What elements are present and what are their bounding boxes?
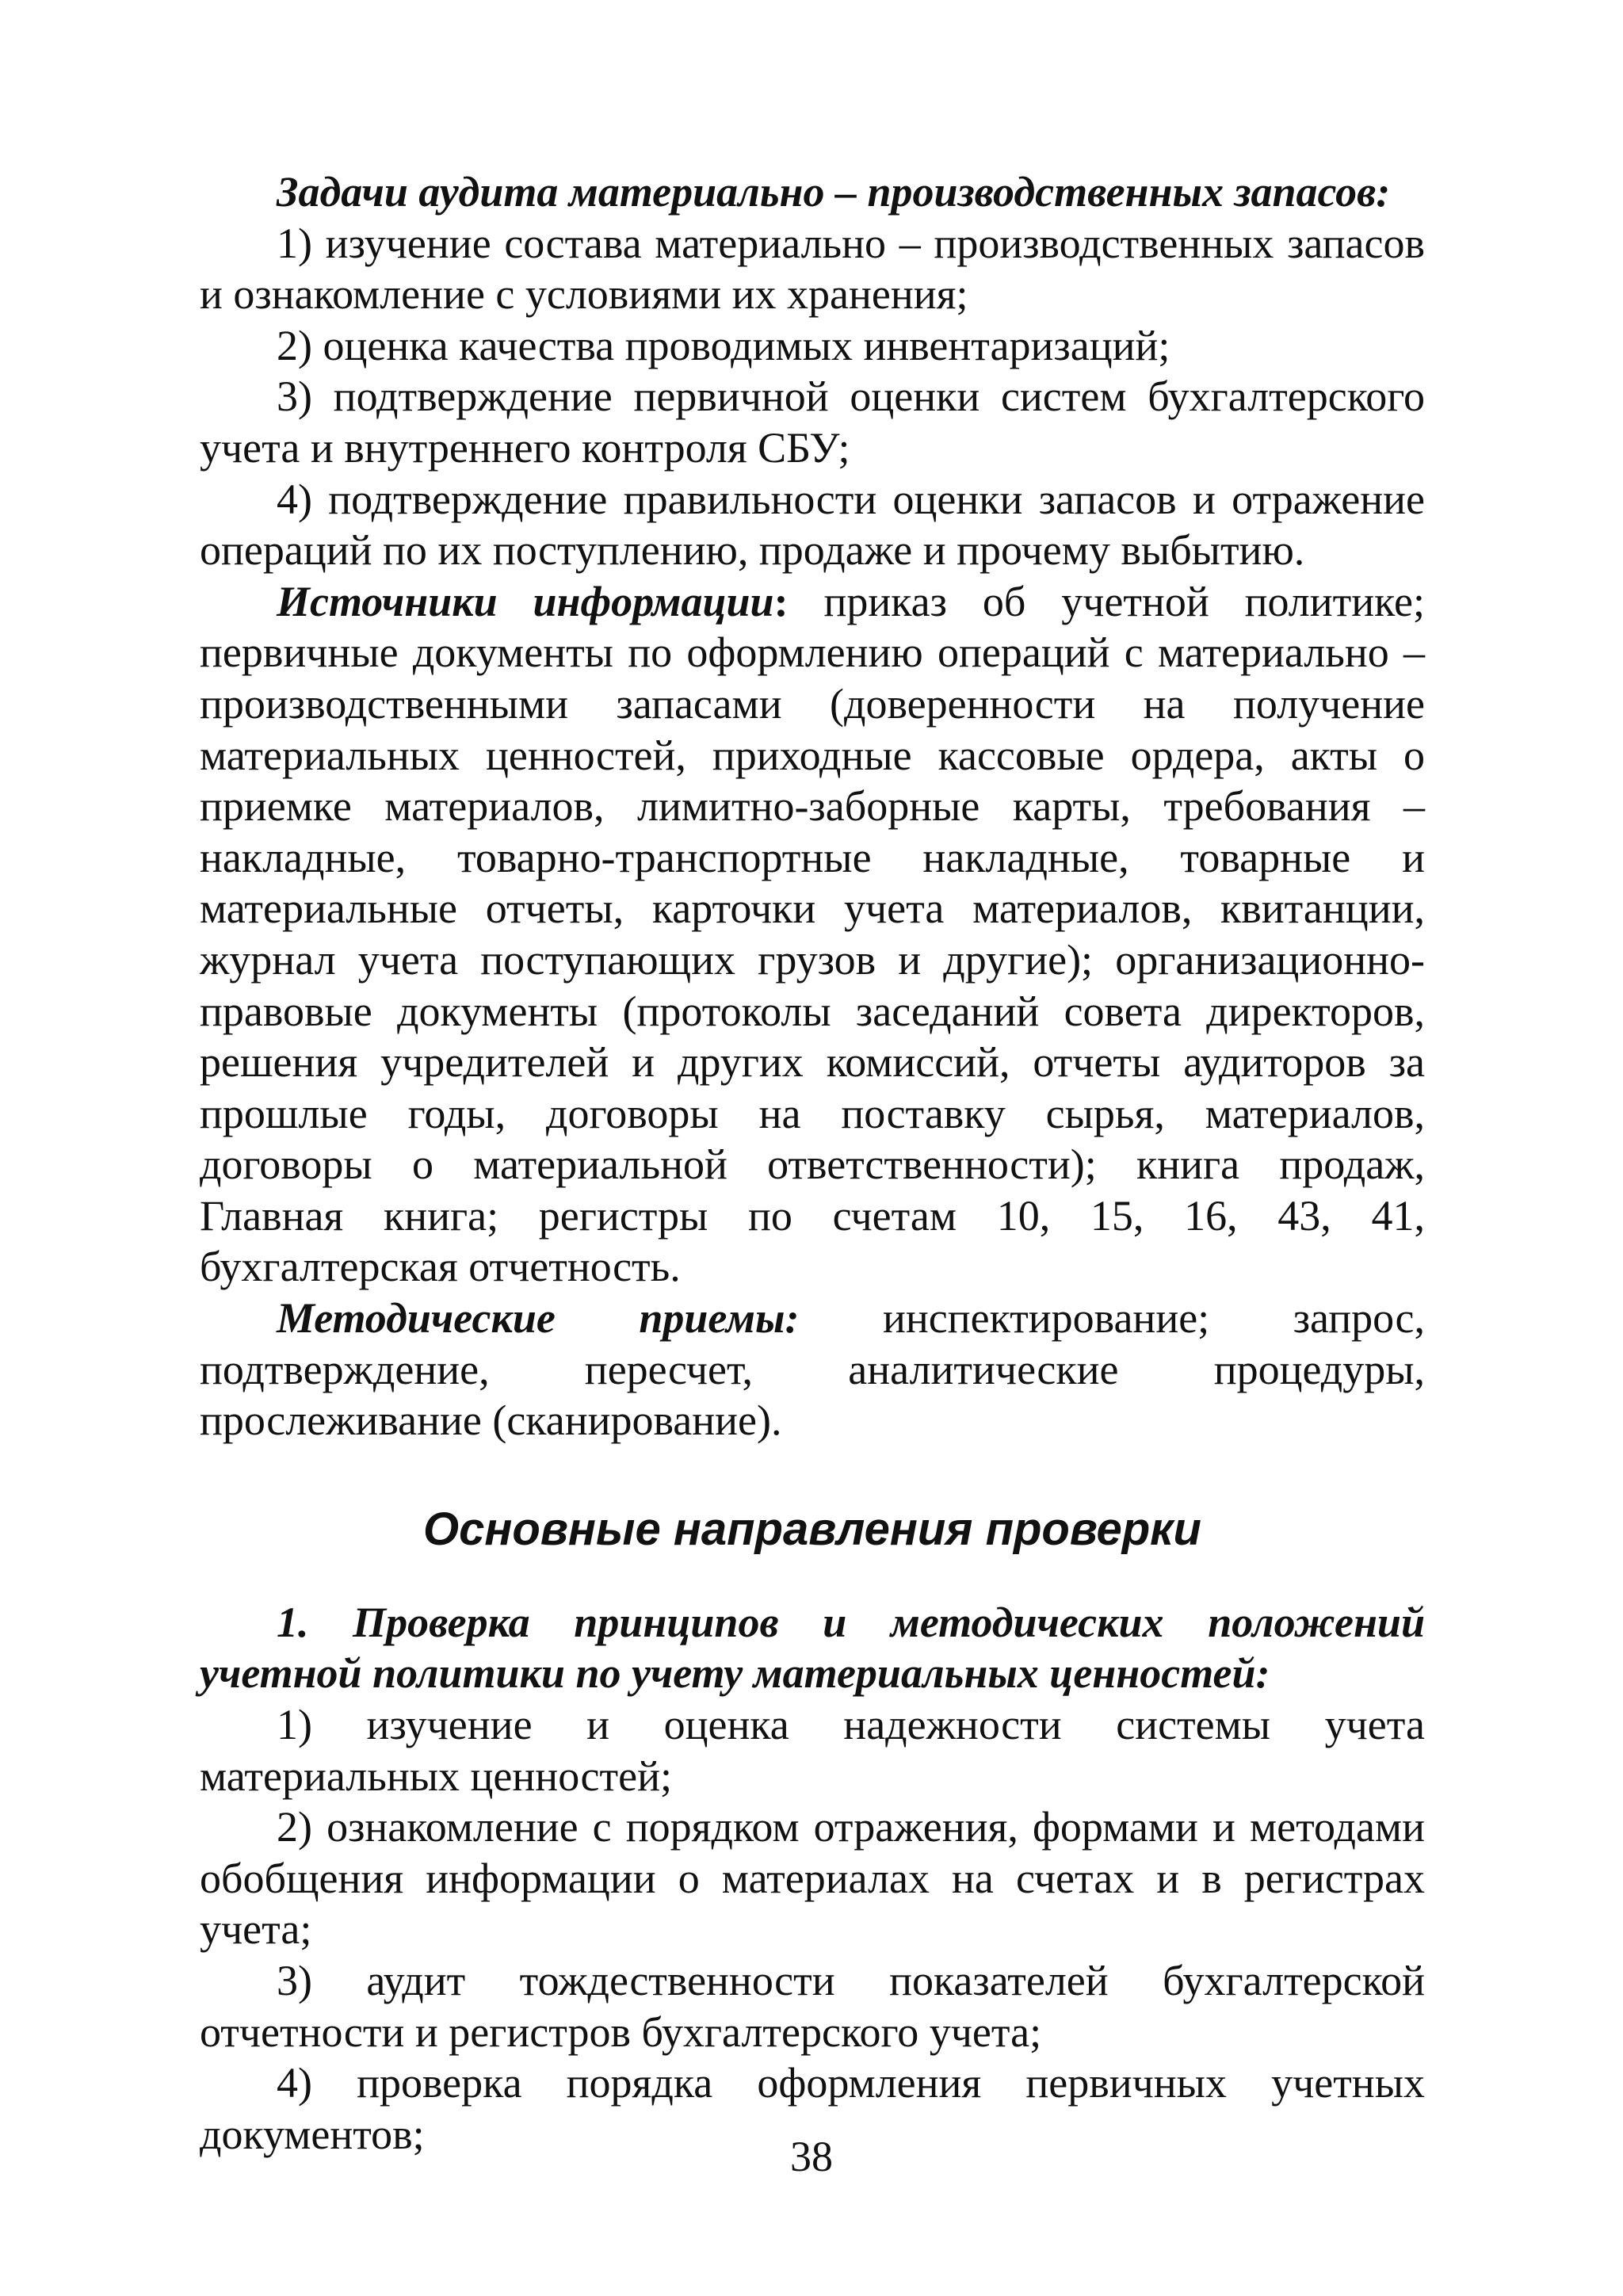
- check1-item-2: 2) ознакомление с порядком отражения, формами и методами обобщения информации о материалах на счетах и в регистрах учета;: [200, 1803, 1425, 1954]
- tasks-item-3: 3) подтверждение первичной оценки систем бухгалтерского учета и внутреннего контроля СБУ;: [200, 372, 1425, 472]
- page-number: 38: [790, 2133, 833, 2180]
- check1-heading-text: 1. Проверка принципов и методических положений учетной политики по учету материальных ценностей:: [200, 1598, 1425, 1698]
- tasks-heading-text: Задачи аудита материально – производственных запасов:: [277, 168, 1391, 216]
- sources-label: Источники информации: [277, 577, 774, 625]
- check1-item-4: 4) проверка порядка оформления первичных учетных документов;: [200, 2059, 1425, 2158]
- section-title: Основные направления проверки: [423, 1503, 1201, 1555]
- tasks-item-1: 1) изучение состава материально – производственных запасов и ознакомление с условиями их хранения;: [200, 219, 1425, 319]
- check1-item-1: 1) изучение и оценка надежности системы учета материальных ценностей;: [200, 1701, 1425, 1800]
- tasks-item-2: 2) оценка качества проводимых инвентаризаций;: [277, 321, 1170, 369]
- methods-text: инспектирование; запрос, подтверждение, пересчет, аналитические процедуры, прослеживание (сканирование).: [200, 1294, 1425, 1445]
- methods-label: Методические приемы:: [277, 1294, 800, 1343]
- sources-text: приказ об учетной политике; первичные документы по оформлению операций с материально – производственными запасами (доверенности на получение материальных ценностей, приходные кассовые ордера, акты о приемке материалов, лимитно-заборные карты, требования – накладные, товарно-транспортные накладные, товарные и материальные отчеты, карточки учета материалов, квитанции, журнал учета поступающих грузов и другие); организационно-правовые документы (протоколы заседаний совета директоров, решения учредителей и других комиссий, отчеты аудиторов за прошлые годы, договоры на поставку сырья, материалов, договоры о материальной ответственности); книга продаж, Главная книга; регистры по счетам 10, 15, 16, 43, 41, бухгалтерская отчетность.: [200, 577, 1425, 1291]
- check1-heading: [200, 1597, 1425, 1699]
- methods-paragraph: [200, 1293, 1425, 1446]
- sources-paragraph: [200, 576, 1425, 1293]
- check1-item-3: 3) аудит тождественности показателей бухгалтерской отчетности и регистров бухгалтерского учета;: [200, 1957, 1425, 2056]
- sources-colon: :: [773, 577, 789, 625]
- page-body: [200, 166, 1425, 2160]
- tasks-item-4: 4) подтверждение правильности оценки запасов и отражение операций по их поступлению, продаже и прочему выбытию.: [200, 475, 1425, 575]
- tasks-heading: [200, 166, 1425, 218]
